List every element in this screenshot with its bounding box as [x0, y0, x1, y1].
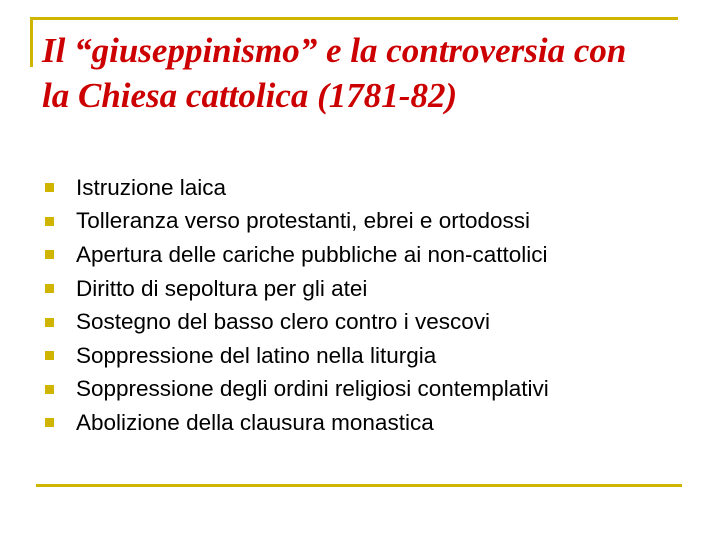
- bullet-text: Abolizione della clausura monastica: [76, 409, 434, 435]
- bullet-text: Istruzione laica: [76, 174, 227, 200]
- bullet-text: Soppressione del latino nella liturgia: [76, 342, 437, 368]
- list-item: [40, 373, 549, 407]
- square-bullet-icon: [45, 284, 54, 293]
- list-item: [40, 305, 549, 339]
- bullet-text: Tolleranza verso protestanti, ebrei e ortodossi: [76, 208, 530, 234]
- bullet-list: [40, 171, 549, 440]
- bullet-text: Soppressione degli ordini religiosi contemplativi: [76, 376, 549, 402]
- square-bullet-icon: [45, 250, 54, 259]
- square-bullet-icon: [45, 217, 54, 226]
- square-bullet-icon: [45, 351, 54, 360]
- slide-title: [42, 28, 692, 118]
- left-accent-line: [30, 17, 33, 67]
- square-bullet-icon: [45, 318, 54, 327]
- bullet-text: Sostegno del basso clero contro i vescovi: [76, 309, 490, 335]
- top-divider-line: [30, 17, 678, 20]
- title-line-1: Il “giuseppinismo” e la controversia con: [42, 31, 627, 70]
- list-item: [40, 272, 549, 306]
- square-bullet-icon: [45, 385, 54, 394]
- list-item: [40, 238, 549, 272]
- bullet-text: Apertura delle cariche pubbliche ai non-cattolici: [76, 241, 548, 267]
- list-item: [40, 205, 549, 239]
- square-bullet-icon: [45, 183, 54, 192]
- bottom-divider-line: [36, 484, 682, 487]
- title-line-2: la Chiesa cattolica (1781-82): [42, 76, 458, 115]
- bullet-text: Diritto di sepoltura per gli atei: [76, 275, 368, 301]
- list-item: [40, 339, 549, 373]
- square-bullet-icon: [45, 418, 54, 427]
- list-item: [40, 171, 549, 205]
- list-item: [40, 406, 549, 440]
